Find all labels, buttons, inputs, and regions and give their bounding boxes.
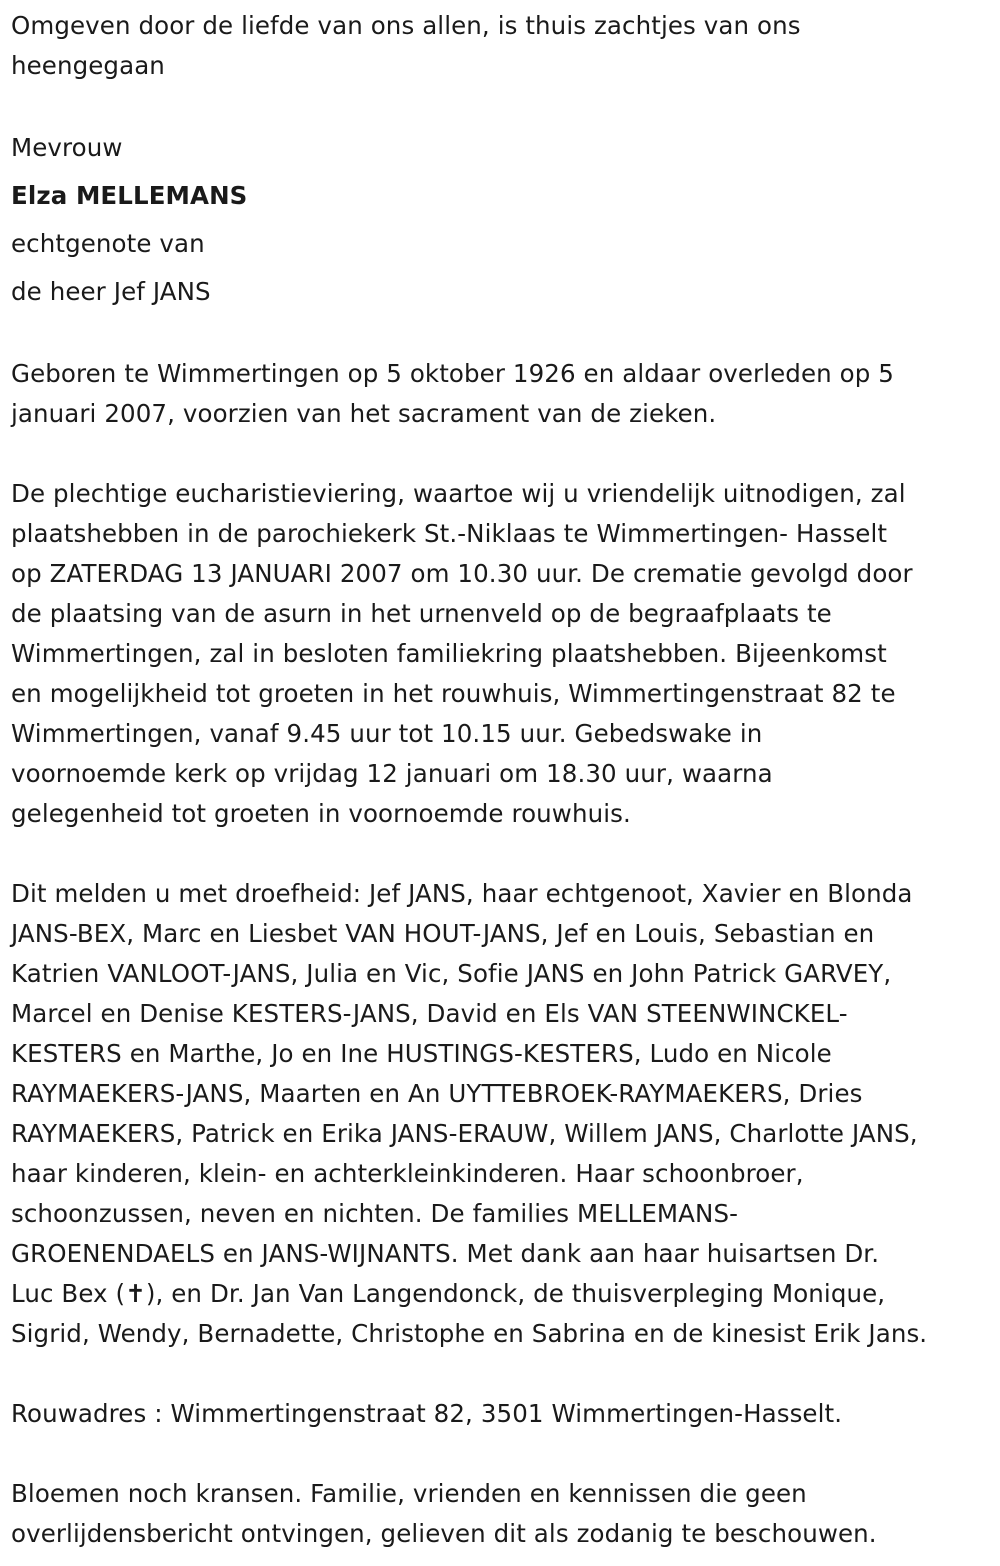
ceremony-line: gelegenheid tot groeten in voornoemde rouwhuis. (11, 799, 631, 828)
closing-line: Bloemen noch kransen. Familie, vrienden en kennissen die geen (11, 1479, 807, 1508)
address-line: Rouwadres : Wimmertingenstraat 82, 3501 Wimmertingen-Hasselt. (11, 1399, 843, 1428)
family-line: Dit melden u met droefheid: Jef JANS, haar echtgenoot, Xavier en Blonda (11, 879, 913, 908)
birth-death-line: januari 2007, voorzien van het sacrament van de zieken. (11, 399, 717, 428)
closing-line: overlijdensbericht ontvingen, gelieven dit als zodanig te beschouwen. (11, 1519, 877, 1548)
spacer (11, 1354, 990, 1394)
family-line: Katrien VANLOOT-JANS, Julia en Vic, Sofie JANS en John Patrick GARVEY, (11, 959, 892, 988)
family-line: Luc Bex (✝), en Dr. Jan Van Langendonck, de thuisverpleging Monique, (11, 1279, 886, 1308)
family-line: GROENENDAELS en JANS-WIJNANTS. Met dank aan haar huisartsen Dr. (11, 1239, 880, 1268)
intro-line: heengegaan (11, 51, 165, 80)
person-name: Elza MELLEMANS (11, 181, 248, 210)
closing-paragraph (11, 1474, 990, 1554)
address-paragraph (11, 1394, 990, 1434)
spacer (11, 1434, 990, 1474)
ceremony-line: De plechtige eucharistieviering, waartoe wij u vriendelijk uitnodigen, zal (11, 479, 906, 508)
family-line: haar kinderen, klein- en achterkleinkinderen. Haar schoonbroer, (11, 1159, 804, 1188)
family-line: Marcel en Denise KESTERS-JANS, David en Els VAN STEENWINCKEL- (11, 999, 848, 1028)
family-paragraph (11, 874, 990, 1354)
family-line: RAYMAEKERS-JANS, Maarten en An UYTTEBROEK-RAYMAEKERS, Dries (11, 1079, 863, 1108)
ceremony-line: op ZATERDAG 13 JANUARI 2007 om 10.30 uur. De crematie gevolgd door (11, 559, 913, 588)
birth-death-line: Geboren te Wimmertingen op 5 oktober 1926 en aldaar overleden op 5 (11, 359, 894, 388)
ceremony-line: de plaatsing van de asurn in het urnenveld op de begraafplaats te (11, 599, 832, 628)
spacer (11, 434, 990, 474)
ceremony-line: voornoemde kerk op vrijdag 12 januari om 18.30 uur, waarna (11, 759, 773, 788)
birth-death-paragraph (11, 354, 990, 434)
family-line: schoonzussen, neven en nichten. De families MELLEMANS- (11, 1199, 739, 1228)
family-line: Sigrid, Wendy, Bernadette, Christophe en Sabrina en de kinesist Erik Jans. (11, 1319, 928, 1348)
family-line: JANS-BEX, Marc en Liesbet VAN HOUT-JANS, Jef en Louis, Sebastian en (11, 919, 875, 948)
intro-line: Omgeven door de liefde van ons allen, is thuis zachtjes van ons (11, 11, 801, 40)
intro-paragraph (11, 6, 990, 86)
family-line: KESTERS en Marthe, Jo en Ine HUSTINGS-KESTERS, Ludo en Nicole (11, 1039, 832, 1068)
person-spouse: de heer Jef JANS (11, 277, 211, 306)
spacer (11, 316, 990, 354)
spacer (11, 834, 990, 874)
person-block (11, 124, 990, 316)
person-title: Mevrouw (11, 133, 123, 162)
ceremony-line: Wimmertingen, zal in besloten familiekring plaatshebben. Bijeenkomst (11, 639, 887, 668)
ceremony-line: Wimmertingen, vanaf 9.45 uur tot 10.15 uur. Gebedswake in (11, 719, 763, 748)
family-line: RAYMAEKERS, Patrick en Erika JANS-ERAUW, Willem JANS, Charlotte JANS, (11, 1119, 918, 1148)
ceremony-line: plaatshebben in de parochiekerk St.-Niklaas te Wimmertingen- Hasselt (11, 519, 888, 548)
ceremony-paragraph (11, 474, 990, 834)
spacer (11, 86, 990, 124)
person-relation: echtgenote van (11, 229, 205, 258)
ceremony-line: en mogelijkheid tot groeten in het rouwhuis, Wimmertingenstraat 82 te (11, 679, 896, 708)
